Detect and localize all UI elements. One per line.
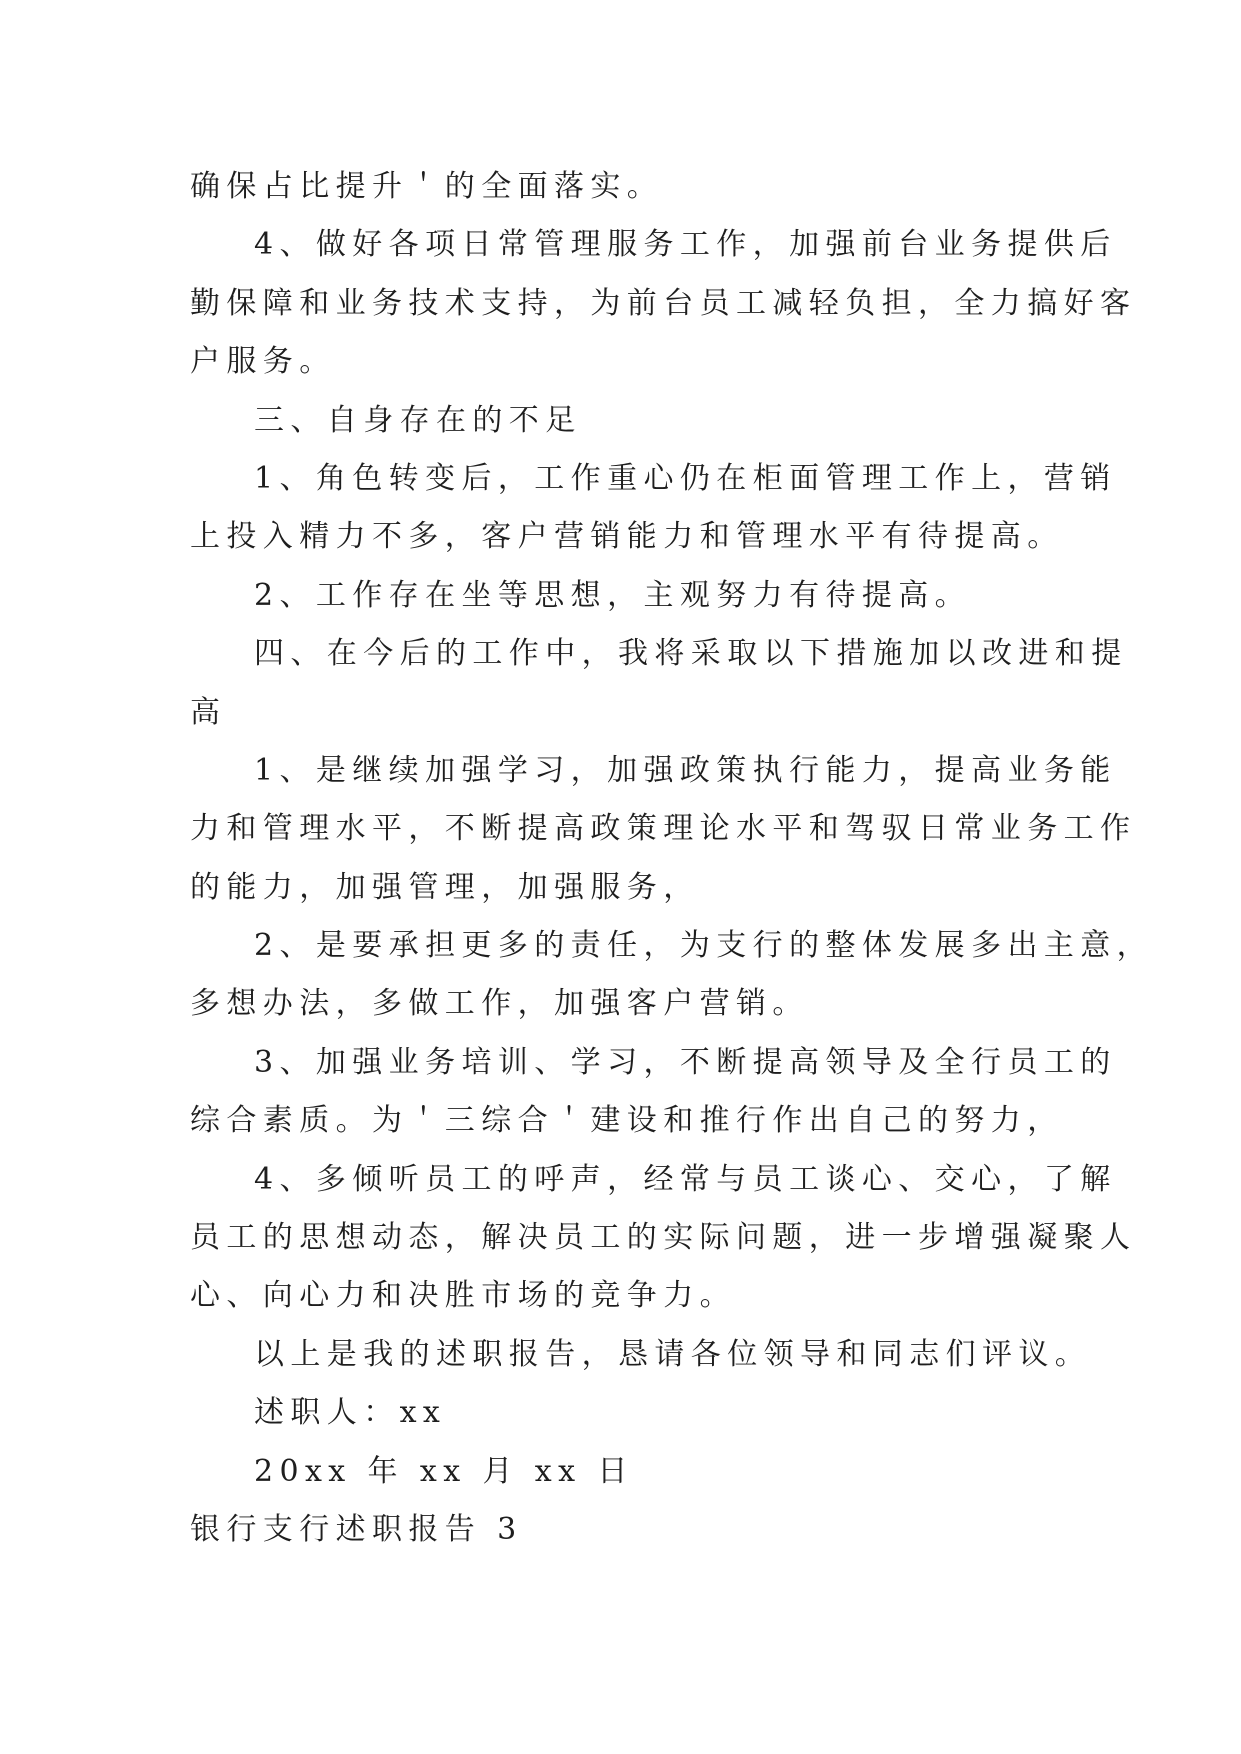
text-line: 的能力，加强管理，加强服务， (190, 869, 700, 905)
text-line: 勤保障和业务技术支持，为前台员工减轻负担，全力搞好客 (190, 285, 1137, 321)
next-report-title: 银行支行述职报告 3 (190, 1511, 523, 1547)
text-line: 3、加强业务培训、学习，不断提高领导及全行员工的 (254, 1044, 1117, 1080)
text-line: 1、是继续加强学习，加强政策执行能力，提高业务能 (254, 752, 1117, 788)
text-line: 4、多倾听员工的呼声，经常与员工谈心、交心，了解 (254, 1161, 1117, 1197)
text-line: 综合素质。为＇三综合＇建设和推行作出自己的努力， (190, 1103, 1064, 1139)
text-line: 上投入精力不多，客户营销能力和管理水平有待提高。 (190, 519, 1064, 555)
text-line: 力和管理水平，不断提高政策理论水平和驾驭日常业务工作 (190, 811, 1137, 847)
text-line: 确保占比提升＇的全面落实。 (190, 169, 664, 204)
section-heading: 三、自身存在的不足 (254, 402, 582, 438)
closing-remark: 以上是我的述职报告，恳请各位领导和同志们评议。 (254, 1336, 1092, 1372)
text-line: 多想办法，多做工作，加强客户营销。 (190, 986, 809, 1022)
section-heading: 四、在今后的工作中，我将采取以下措施加以改进和提 (254, 636, 1128, 672)
text-line: 2、工作存在坐等思想，主观努力有待提高。 (254, 577, 972, 613)
signature-line: 述职人：xx (254, 1395, 447, 1431)
text-line: 2、是要承担更多的责任，为支行的整体发展多出主意， (254, 928, 1154, 964)
text-line: 1、角色转变后，工作重心仍在柜面管理工作上，营销 (254, 460, 1117, 496)
document-body (190, 158, 1154, 1559)
text-line: 户服务。 (190, 344, 336, 380)
text-line: 高 (190, 694, 227, 730)
date-line: 20xx 年 xx 月 xx 日 (254, 1453, 634, 1489)
text-line: 员工的思想动态，解决员工的实际问题，进一步增强凝聚人 (190, 1220, 1137, 1256)
text-line: 心、向心力和决胜市场的竞争力。 (190, 1278, 736, 1314)
text-line: 4、做好各项日常管理服务工作，加强前台业务提供后 (254, 227, 1117, 263)
